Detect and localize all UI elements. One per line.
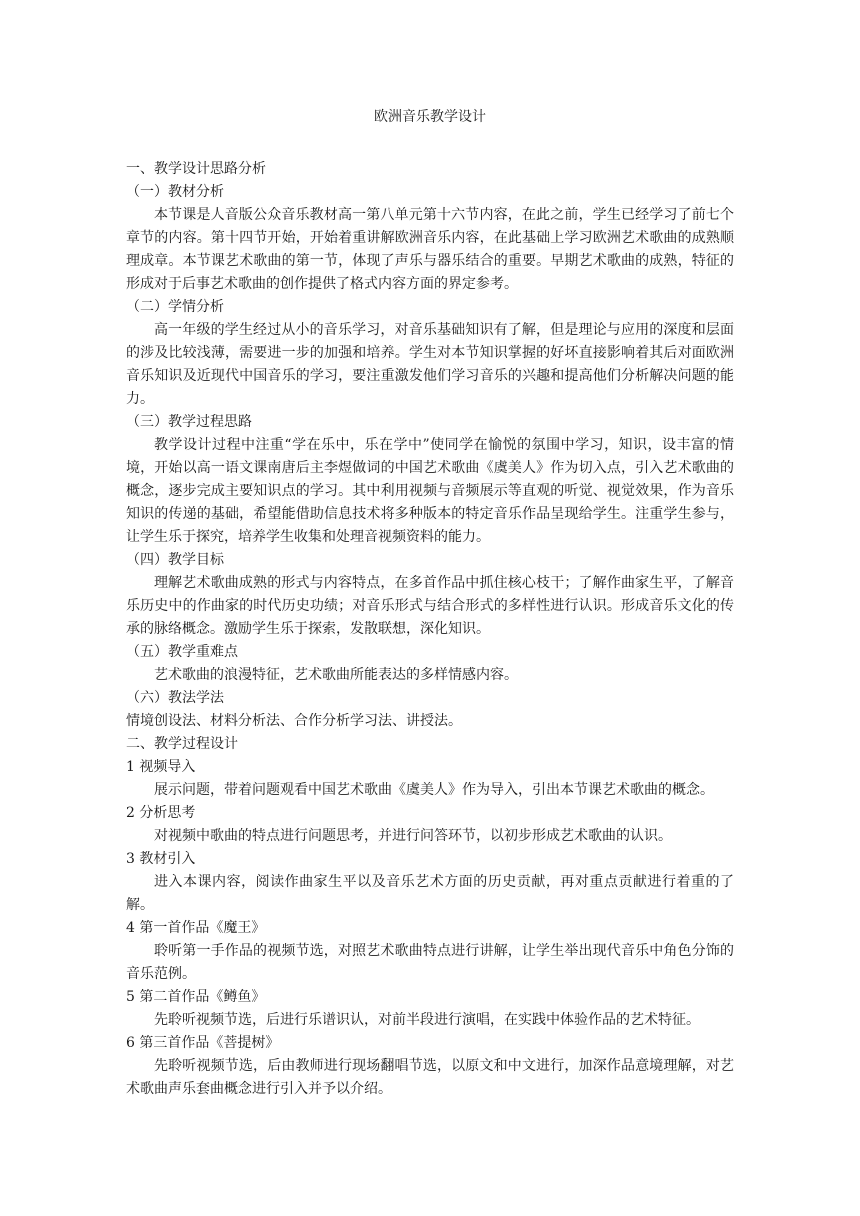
section-heading: 3 教材引入: [126, 851, 196, 867]
section-heading: 5 第二首作品《鳟鱼》: [126, 989, 266, 1005]
document-body: [126, 158, 734, 1101]
section-heading: （一）教材分析: [126, 184, 224, 200]
paragraph: 先聆听视频节选，后进行乐谱识认，对前半段进行演唱，在实践中体验作品的艺术特征。: [154, 1012, 700, 1028]
section-heading: 4 第一首作品《魔王》: [126, 920, 266, 936]
section-heading: （五）教学重难点: [126, 644, 238, 660]
paragraph: 本节课是人音版公众音乐教材高一第八单元第十六节内容，在此之前，学生已经学习了前七个章节的内容。第十四节开始，开始着重讲解欧洲音乐内容，在此基础上学习欧洲艺术歌曲的成熟顺理成章。本节课艺术歌曲的第一节，体现了声乐与器乐结合的重要。早期艺术歌曲的成熟，特征的形成对于后事艺术歌曲的创作提供了格式内容方面的界定参考。: [126, 207, 734, 292]
paragraph: 对视频中歌曲的特点进行问题思考，并进行问答环节，以初步形成艺术歌曲的认识。: [154, 828, 672, 844]
section-heading: （三）教学过程思路: [126, 414, 252, 430]
paragraph: 教学设计过程中注重“学在乐中，乐在学中”使同学在愉悦的氛围中学习，知识，设丰富的情境，开始以高一语文课南唐后主李煜做词的中国艺术歌曲《虞美人》作为切入点，引入艺术歌曲的概念，逐步完成主要知识点的学习。其中利用视频与音频展示等直观的听觉、视觉效果，作为音乐知识的传递的基础，希望能借助信息技术将多种版本的特定音乐作品呈现给学生。注重学生参与，让学生乐于探究，培养学生收集和处理音视频资料的能力。: [126, 437, 734, 545]
section-heading: （四）教学目标: [126, 552, 224, 568]
paragraph: 理解艺术歌曲成熟的形式与内容特点，在多首作品中抓住核心枝干；了解作曲家生平，了解音乐历史中的作曲家的时代历史功绩；对音乐形式与结合形式的多样性进行认识。形成音乐文化的传承的脉络概念。激励学生乐于探索，发散联想，深化知识。: [126, 575, 734, 637]
section-heading: （二）学情分析: [126, 299, 224, 315]
paragraph: 艺术歌曲的浪漫特征，艺术歌曲所能表达的多样情感内容。: [154, 667, 518, 683]
section-heading: 二、教学过程设计: [126, 736, 238, 752]
section-heading: 6 第三首作品《菩提树》: [126, 1035, 280, 1051]
section-heading: 1 视频导入: [126, 759, 196, 775]
section-heading: 一、教学设计思路分析: [126, 161, 266, 177]
section-heading: （六）教法学法: [126, 690, 224, 706]
paragraph: 情境创设法、材料分析法、合作分析学习法、讲授法。: [126, 713, 462, 729]
page-title: 欧洲音乐教学设计: [374, 109, 486, 125]
paragraph: 聆听第一手作品的视频节选，对照艺术歌曲特点进行讲解，让学生举出现代音乐中角色分饰的音乐范例。: [126, 943, 734, 982]
section-heading: 2 分析思考: [126, 805, 196, 821]
paragraph: 高一年级的学生经过从小的音乐学习，对音乐基础知识有了解，但是理论与应用的深度和层面的涉及比较浅薄，需要进一步的加强和培养。学生对本节知识掌握的好坏直接影响着其后对面欧洲音乐知识及近现代中国音乐的学习，要注重激发他们学习音乐的兴趣和提高他们分析解决问题的能力。: [126, 322, 734, 407]
paragraph: 展示问题，带着问题观看中国艺术歌曲《虞美人》作为导入，引出本节课艺术歌曲的概念。: [154, 782, 714, 798]
paragraph: 进入本课内容，阅读作曲家生平以及音乐艺术方面的历史贡献，再对重点贡献进行着重的了解。: [126, 874, 734, 913]
paragraph: 先聆听视频节选，后由教师进行现场翻唱节选，以原文和中文进行，加深作品意境理解，对艺术歌曲声乐套曲概念进行引入并予以介绍。: [126, 1058, 734, 1097]
